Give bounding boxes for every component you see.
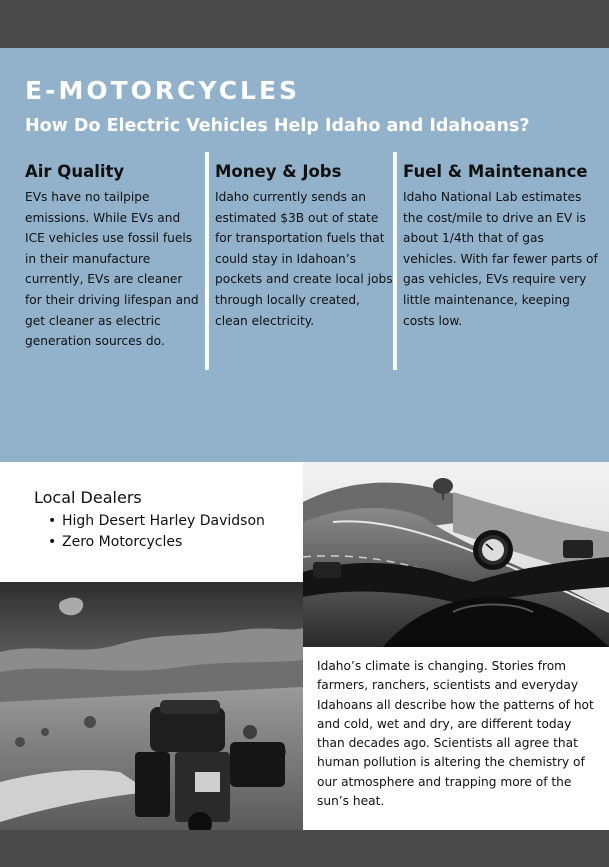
- money-jobs-text: Idaho currently sends an estimated $3B out of state for transportation fuels that could stay in Idahoan’s pockets and create local jobs through locally created, clean electricity.: [215, 190, 393, 328]
- page-title: E-MOTORCYCLES: [25, 76, 301, 105]
- list-item: • High Desert Harley Davidson: [48, 511, 299, 532]
- money-jobs-heading: Money & Jobs: [215, 162, 342, 181]
- column-divider: [393, 152, 397, 370]
- dealers-heading: Local Dealers: [34, 488, 142, 507]
- column-fuel-maintenance: [403, 162, 599, 331]
- hero-section: [0, 48, 609, 462]
- motorcycle-hillside-photo: [0, 582, 303, 830]
- page-subtitle: How Do Electric Vehicles Help Idaho and Idahoans?: [25, 116, 530, 136]
- column-air-quality: [25, 162, 203, 352]
- fuel-maintenance-text: Idaho National Lab estimates the cost/mile to drive an EV is about 1/4th that of gas vehicles. With far fewer parts of gas vehicles, EVs require very little maintenance, keeping costs low.: [403, 190, 598, 328]
- local-dealers: [34, 488, 299, 553]
- bottom-bar: [0, 830, 609, 867]
- fuel-maintenance-heading: Fuel & Maintenance: [403, 162, 588, 181]
- top-bar: [0, 0, 609, 48]
- air-quality-heading: Air Quality: [25, 162, 125, 181]
- dealers-list: [34, 511, 299, 553]
- column-divider: [205, 152, 209, 370]
- motorcycle-road-photo: [303, 462, 609, 647]
- climate-paragraph: Idaho’s climate is changing. Stories from farmers, ranchers, scientists and everyday Idahoans all describe how the patterns of hot and cold, wet and dry, are different today than decades ago. Scientists all agree that human pollution is altering the chemistry of our atmosphere and trapping more of the sun’s heat.: [317, 659, 594, 809]
- air-quality-text: EVs have no tailpipe emissions. While EVs and ICE vehicles use fossil fuels in their manufacture currently, EVs are cleaner for their driving lifespan and get cleaner as electric generation sources do.: [25, 190, 199, 349]
- list-item: • Zero Motorcycles: [48, 532, 299, 553]
- column-money-jobs: [215, 162, 393, 331]
